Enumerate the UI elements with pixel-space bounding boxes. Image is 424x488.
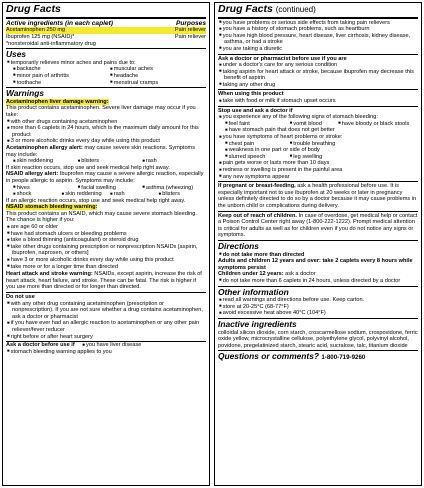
list-item: ■ blisters xyxy=(158,191,207,198)
ask-doctor-section: Ask a doctor before use if ■ you have liver disease ■ stomach bleeding warning applies to you xyxy=(6,342,206,355)
heart-attack-title: Heart attack and stroke warning: xyxy=(6,271,93,278)
stop-use-section: Stop use and ask a doctor if ■ you experience any of the following signs of stomach bleeding: ■ feel faint ■ vomit blood ■ have bloody or black stools ■ have stomach pain that does not get better ■ you have symptoms of heart problems or stroke: ■ chest pain ■ trouble breathing ■ weakness in one part or side of body ■ slurred speech ■ leg swelling ■ pain gets worse or lasts more than 10 days ■ redness or swelling is present in the painful area ■ any new symptoms appear xyxy=(218,107,418,183)
list-item: ■ skin reddening xyxy=(12,158,77,165)
ask-pharmacist-section: Ask a doctor or pharmacist before use if you are ■ under a doctor's care for any serious condition ■ taking aspirin for heart attack or stroke, because ibuprofen may decrease this benefit of aspirin ■ taking any other drug xyxy=(218,55,418,91)
other-information-heading: Other information xyxy=(218,286,289,297)
warnings-heading: Warnings xyxy=(6,88,45,99)
drug-facts-title: Drug Facts xyxy=(218,3,273,15)
other-information-section xyxy=(218,287,418,319)
inactive-ingredients-heading: Inactive ingredients xyxy=(218,319,297,330)
acetaminophen-allergy-title: Acetaminophen allergy alert: xyxy=(6,144,83,151)
inactive-ingredients-text: colloidal silicon dioxide, corn starch, croscarmellose sodium, crospovidone, ferric oxide yellow, microcrystalline cellulose, polyethylene glycol, polyvinyl alcohol, povidone, pregelatinized starch, stearic acid, sucralose, talc, titanium dioxide xyxy=(218,329,418,349)
list-item: ■ skin reddening xyxy=(61,191,110,198)
pregnancy-section: If pregnant or breast-feeding, ask a health professional before use. It is especially important not to use ibuprofen at 20 weeks or later in pregnancy unless definitely directed to do so by a doctor because it may cause problems in the unborn child or complications during delivery. xyxy=(218,182,418,211)
nsaid-allergy-title: NSAID allergy alert: xyxy=(6,171,59,178)
uses-heading: Uses xyxy=(6,49,27,60)
uses-section xyxy=(6,49,206,88)
list-item: ■ taking any other drug xyxy=(218,82,418,89)
list-item: ■ backache xyxy=(12,66,109,73)
list-item: ■ if you have ever had an allergic reaction to acetaminophen or any other pain reliever/fever reducer xyxy=(6,320,206,333)
list-item: ■ avoid excessive heat above 40°C (104°F) xyxy=(218,310,418,317)
list-item: ■ vomit blood xyxy=(289,121,338,128)
list-item: ■ pain gets worse or lasts more than 10 days xyxy=(218,160,418,167)
list-item: ■ store at 20-25°C (68-77°F) xyxy=(218,304,418,311)
warnings-section: Warnings Acetaminophen liver damage warning: This product contains acetaminophen. Severe liver damage may occur if you take: ■ with other drugs containing acetaminophen ■ more than 6 caplets in 24 hours, which is the maximum daily amount for this product ■ 3 or more alcoholic drinks every day while using this product Acetaminophen allergy alert: may cause severe skin reactions. Symptoms may include: ■ skin reddening ■ blisters ■ rash If skin reaction occurs, stop use and seek medical help right away. NSAID allergy alert: Ibuprofen may cause a severe allergic reaction, especially in people allergic to aspirin. Symptoms may include: ■ hives ■ facial swelling ■ asthma (wheezing) ■ shock ■ skin reddening ■ rash ■ blisters If an allergic reaction occurs, stop use and seek medical help right away. NSAID stomach bleeding warning: This product contains an NSAID, which may cause severe stomach bleeding. The chance is higher if you: ■ are age 60 or older ■ have had stomach ulcers or bleeding problems ■ take a blood thinning (anticoagulant) or steroid drug ■ take other drugs containing prescription or nonprescription NSAIDs [aspirin, ibuprofen, naproxen, or others] ■ have 3 or more alcoholic drinks every day while using this product ■ take more or for a longer time than directed Heart attack and stroke warning: NSAIDs, except aspirin, increase the risk of heart attack, heart failure, and stroke. These can be fatal. The risk is higher if you use more than directed or for longer than directed. Do not use ■ with any other drug containing acetaminophen (prescription or nonprescription). If you are not sure whether a drug contains acetaminophen, ask a doctor or pharmacist ■ if you have ever had an allergic reaction to acetaminophen or any other pain reliever/fever reducer ■ right before or after heart surgery Ask a doctor before use if ■ you have liver disease ■ stomach bleeding warning applies to you xyxy=(6,88,206,356)
list-item: ■ with other drugs containing acetaminophen xyxy=(6,119,206,126)
list-item: ■ chest pain xyxy=(224,141,289,148)
liver-warning-text: This product contains acetaminophen. Severe liver damage may occur if you take: xyxy=(6,105,196,118)
inactive-ingredients-section xyxy=(218,319,418,351)
list-item: ■ muscular aches xyxy=(109,66,206,73)
list-item: ■ taking aspirin for heart attack or stroke, because ibuprofen may decrease this benefit of aspirin xyxy=(218,69,418,82)
keep-out-of-reach-section: Keep out of reach of children. In case of overdose, get medical help or contact a Poison Control Center right away (1-800-222-1222). Prompt medical attention is critical for adults as well as for children even if you do not notice any signs or symptoms. xyxy=(218,212,418,241)
list-item: ■ you have problems or serious side effects from taking pain relievers xyxy=(218,20,418,27)
questions-section xyxy=(218,351,418,363)
do-not-use-section: Do not use ■ with any other drug containing acetaminophen (prescription or nonprescription). If you are not sure whether a drug contains acetaminophen, ask a doctor or pharmacist ■ if you have ever had an allergic reaction to acetaminophen or any other pain reliever/fever reducer ■ right before or after heart surgery xyxy=(6,293,206,342)
ingredient-row: Acetaminophen 250 mg Pain reliever xyxy=(6,27,206,34)
list-item: ■ you have high blood pressure, heart disease, liver cirrhosis, kidney disease, asthma, or had a stroke xyxy=(218,33,418,46)
list-item: ■ take more or for a longer time than directed xyxy=(6,264,206,271)
list-item: ■ under a doctor's care for any serious condition xyxy=(218,62,418,69)
list-item: ■ have 3 or more alcoholic drinks every day while using this product xyxy=(6,257,206,264)
list-item: ■ weakness in one part or side of body xyxy=(224,147,418,154)
drug-facts-title: Drug Facts xyxy=(6,4,206,19)
list-item: ■ more than 6 caplets in 24 hours, which is the maximum daily amount for this product xyxy=(6,125,206,138)
list-item: ■ asthma (wheezing) xyxy=(141,185,206,192)
liver-warning-title: Acetaminophen liver damage warning: xyxy=(6,98,109,105)
directions-section: Directions ■ do not take more than directed Adults and children 12 years and over: take 2 caplets every 8 hours while symptoms persist Children under 12 years: ask a doctor ■ do not take more than 6 caplets in 24 hours, unless directed by a doctor xyxy=(218,241,418,287)
list-item: ■ do not take more than directed xyxy=(218,252,418,259)
uses-list xyxy=(6,66,206,86)
list-item: ■ you have liver disease xyxy=(76,342,141,348)
ingredient-row: Ibuprofen 125 mg (NSAID)* Pain reliever xyxy=(6,33,206,40)
drug-facts-panel-left xyxy=(2,2,210,486)
list-item: ■ headache xyxy=(109,73,206,80)
list-item: ■ feel faint xyxy=(224,121,289,128)
list-item: ■ menstrual cramps xyxy=(109,80,206,87)
list-item: ■ blisters xyxy=(77,158,142,165)
list-item: ■ have had stomach ulcers or bleeding problems xyxy=(6,231,206,238)
list-item: ■ have bloody or black stools xyxy=(337,121,417,128)
nsaid-footnote: *nonsteroidal anti-inflammatory drug xyxy=(6,40,96,47)
list-item: ■ take with food or milk if stomach upset occurs xyxy=(218,98,418,105)
continued-label: (continued) xyxy=(275,5,316,14)
list-item: ■ you are taking a diuretic xyxy=(218,46,418,53)
questions-phone: 1-800-719-9260 xyxy=(321,354,366,362)
list-item: ■ rash xyxy=(109,191,158,198)
list-item: ■ minor pain of arthritis xyxy=(12,73,109,80)
list-item: ■ have stomach pain that does not get better xyxy=(224,127,418,134)
active-ingredients-section xyxy=(6,19,206,50)
list-item: ■ leg swelling xyxy=(289,154,417,161)
list-item: ■ 3 or more alcoholic drinks every day while using this product xyxy=(6,138,206,145)
list-item: ■ trouble breathing xyxy=(289,141,417,148)
when-using-section: When using this product ■ take with food or milk if stomach upset occurs xyxy=(218,90,418,106)
list-item: ■ with any other drug containing acetaminophen (prescription or nonprescription). If you are not sure whether a drug contains acetaminophen, ask a doctor or pharmacist xyxy=(6,301,206,321)
list-item: ■ stomach bleeding warning applies to you xyxy=(6,349,206,356)
list-item: ■ any new symptoms appear xyxy=(218,174,418,181)
questions-label: Questions or comments? xyxy=(218,351,319,362)
directions-heading: Directions xyxy=(218,240,259,251)
list-item: ■ do not take more than 6 caplets in 24 hours, unless directed by a doctor xyxy=(218,278,418,285)
list-item: ■ are age 60 or older xyxy=(6,224,206,231)
purposes-heading: Purposes xyxy=(175,19,206,27)
list-item: ■ toothache xyxy=(12,80,109,87)
list-item: ■ shock xyxy=(12,191,61,198)
list-item: ■ hives xyxy=(12,185,77,192)
list-item: ■ read all warnings and directions before use. Keep carton. xyxy=(218,297,418,304)
list-item: ■ rash xyxy=(141,158,206,165)
list-item: ■ take a blood thinning (anticoagulant) or steroid drug xyxy=(6,237,206,244)
list-item: ■ take other drugs containing prescription or nonprescription NSAIDs [aspirin, ibuprofen, naproxen, or others] xyxy=(6,244,206,257)
list-item: ■ right before or after heart surgery xyxy=(6,334,206,341)
active-ingredients-heading: Active ingredients (in each caplet) xyxy=(6,19,113,27)
list-item: ■ slurred speech xyxy=(224,154,289,161)
list-item: ■ facial swelling xyxy=(77,185,142,192)
list-item: ■ redness or swelling is present in the painful area xyxy=(218,167,418,174)
stomach-bleeding-title: NSAID stomach bleeding warning: xyxy=(6,204,98,211)
uses-intro: ■ temporarily relieves minor aches and pains due to: xyxy=(6,60,206,67)
drug-facts-panel-right xyxy=(214,2,422,486)
list-item: ■ you have a history of stomach problems, such as heartburn xyxy=(218,26,418,33)
